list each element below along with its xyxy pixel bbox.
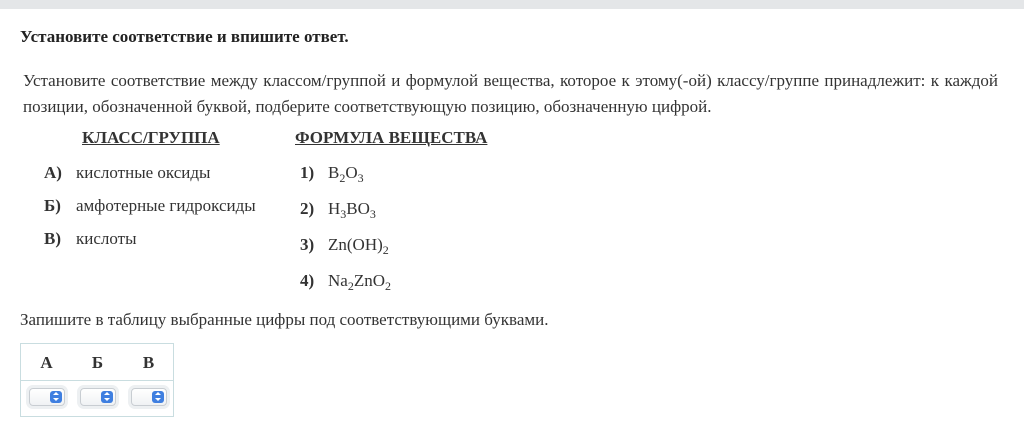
left-item-text: амфотерные гидроксиды [76,196,256,215]
top-bar [0,0,1024,9]
answer-table [20,343,174,417]
select-arrows-icon [152,391,164,403]
formula-subscript: 3 [340,207,347,221]
formula-part: Na [328,271,348,290]
answer-select-a[interactable] [29,388,65,406]
formula-part: Zn(OH) [328,235,383,254]
formula-part: B [328,163,340,182]
answer-header-b: Б [91,353,104,372]
formula-subscript: 2 [339,171,346,185]
right-item-key: 4) [300,271,315,290]
formula-subscript: 3 [369,207,376,221]
left-item-key: Б) [44,196,61,215]
formula-part: ZnO [353,271,385,290]
answer-table-row [21,381,173,416]
right-item [300,199,376,219]
chemical-formula [328,235,389,257]
right-item [300,271,391,291]
answer-header-v: В [142,353,155,372]
right-item-key: 2) [300,199,315,218]
left-item-key: А) [44,163,62,182]
formula-subscript: 3 [357,171,364,185]
select-arrows-icon [101,391,113,403]
answer-header-a: А [40,353,53,372]
chemical-formula [328,199,376,221]
right-item [300,235,389,255]
select-arrows-icon [50,391,62,403]
chemical-formula [328,163,364,185]
formula-subscript: 2 [385,279,391,293]
left-item-text: кислотные оксиды [76,163,211,182]
task-description: Установите соответствие между классом/группой и формулой вещества, которое к этому(-ой) классу/группе принадлежит: к каждой позиции, обозначенной буквой, подберите соответствующую позицию, обозначенную цифрой. [23,71,998,116]
formula-part: BO [346,199,370,218]
formula-part: O [345,163,358,182]
chemical-formula [328,271,391,293]
left-item-key: В) [44,229,61,248]
answer-select-v[interactable] [131,388,167,406]
answer-select-b[interactable] [80,388,116,406]
left-item-text: кислоты [76,229,137,248]
right-column-header: ФОРМУЛА ВЕЩЕСТВА [295,128,488,147]
left-item [44,163,210,183]
right-item-key: 3) [300,235,315,254]
left-item [44,196,256,216]
task-title: Установите соответствие и впишите ответ. [20,27,349,46]
left-item [44,229,137,249]
answer-instruction: Запишите в таблицу выбранные цифры под соответствующими буквами. [20,310,549,329]
formula-part: H [328,199,341,218]
formula-subscript: 2 [382,243,389,257]
formula-subscript: 2 [347,279,354,293]
right-item [300,163,364,183]
answer-table-header [21,344,173,381]
left-column-header: КЛАСС/ГРУППА [82,128,220,147]
right-item-key: 1) [300,163,315,182]
